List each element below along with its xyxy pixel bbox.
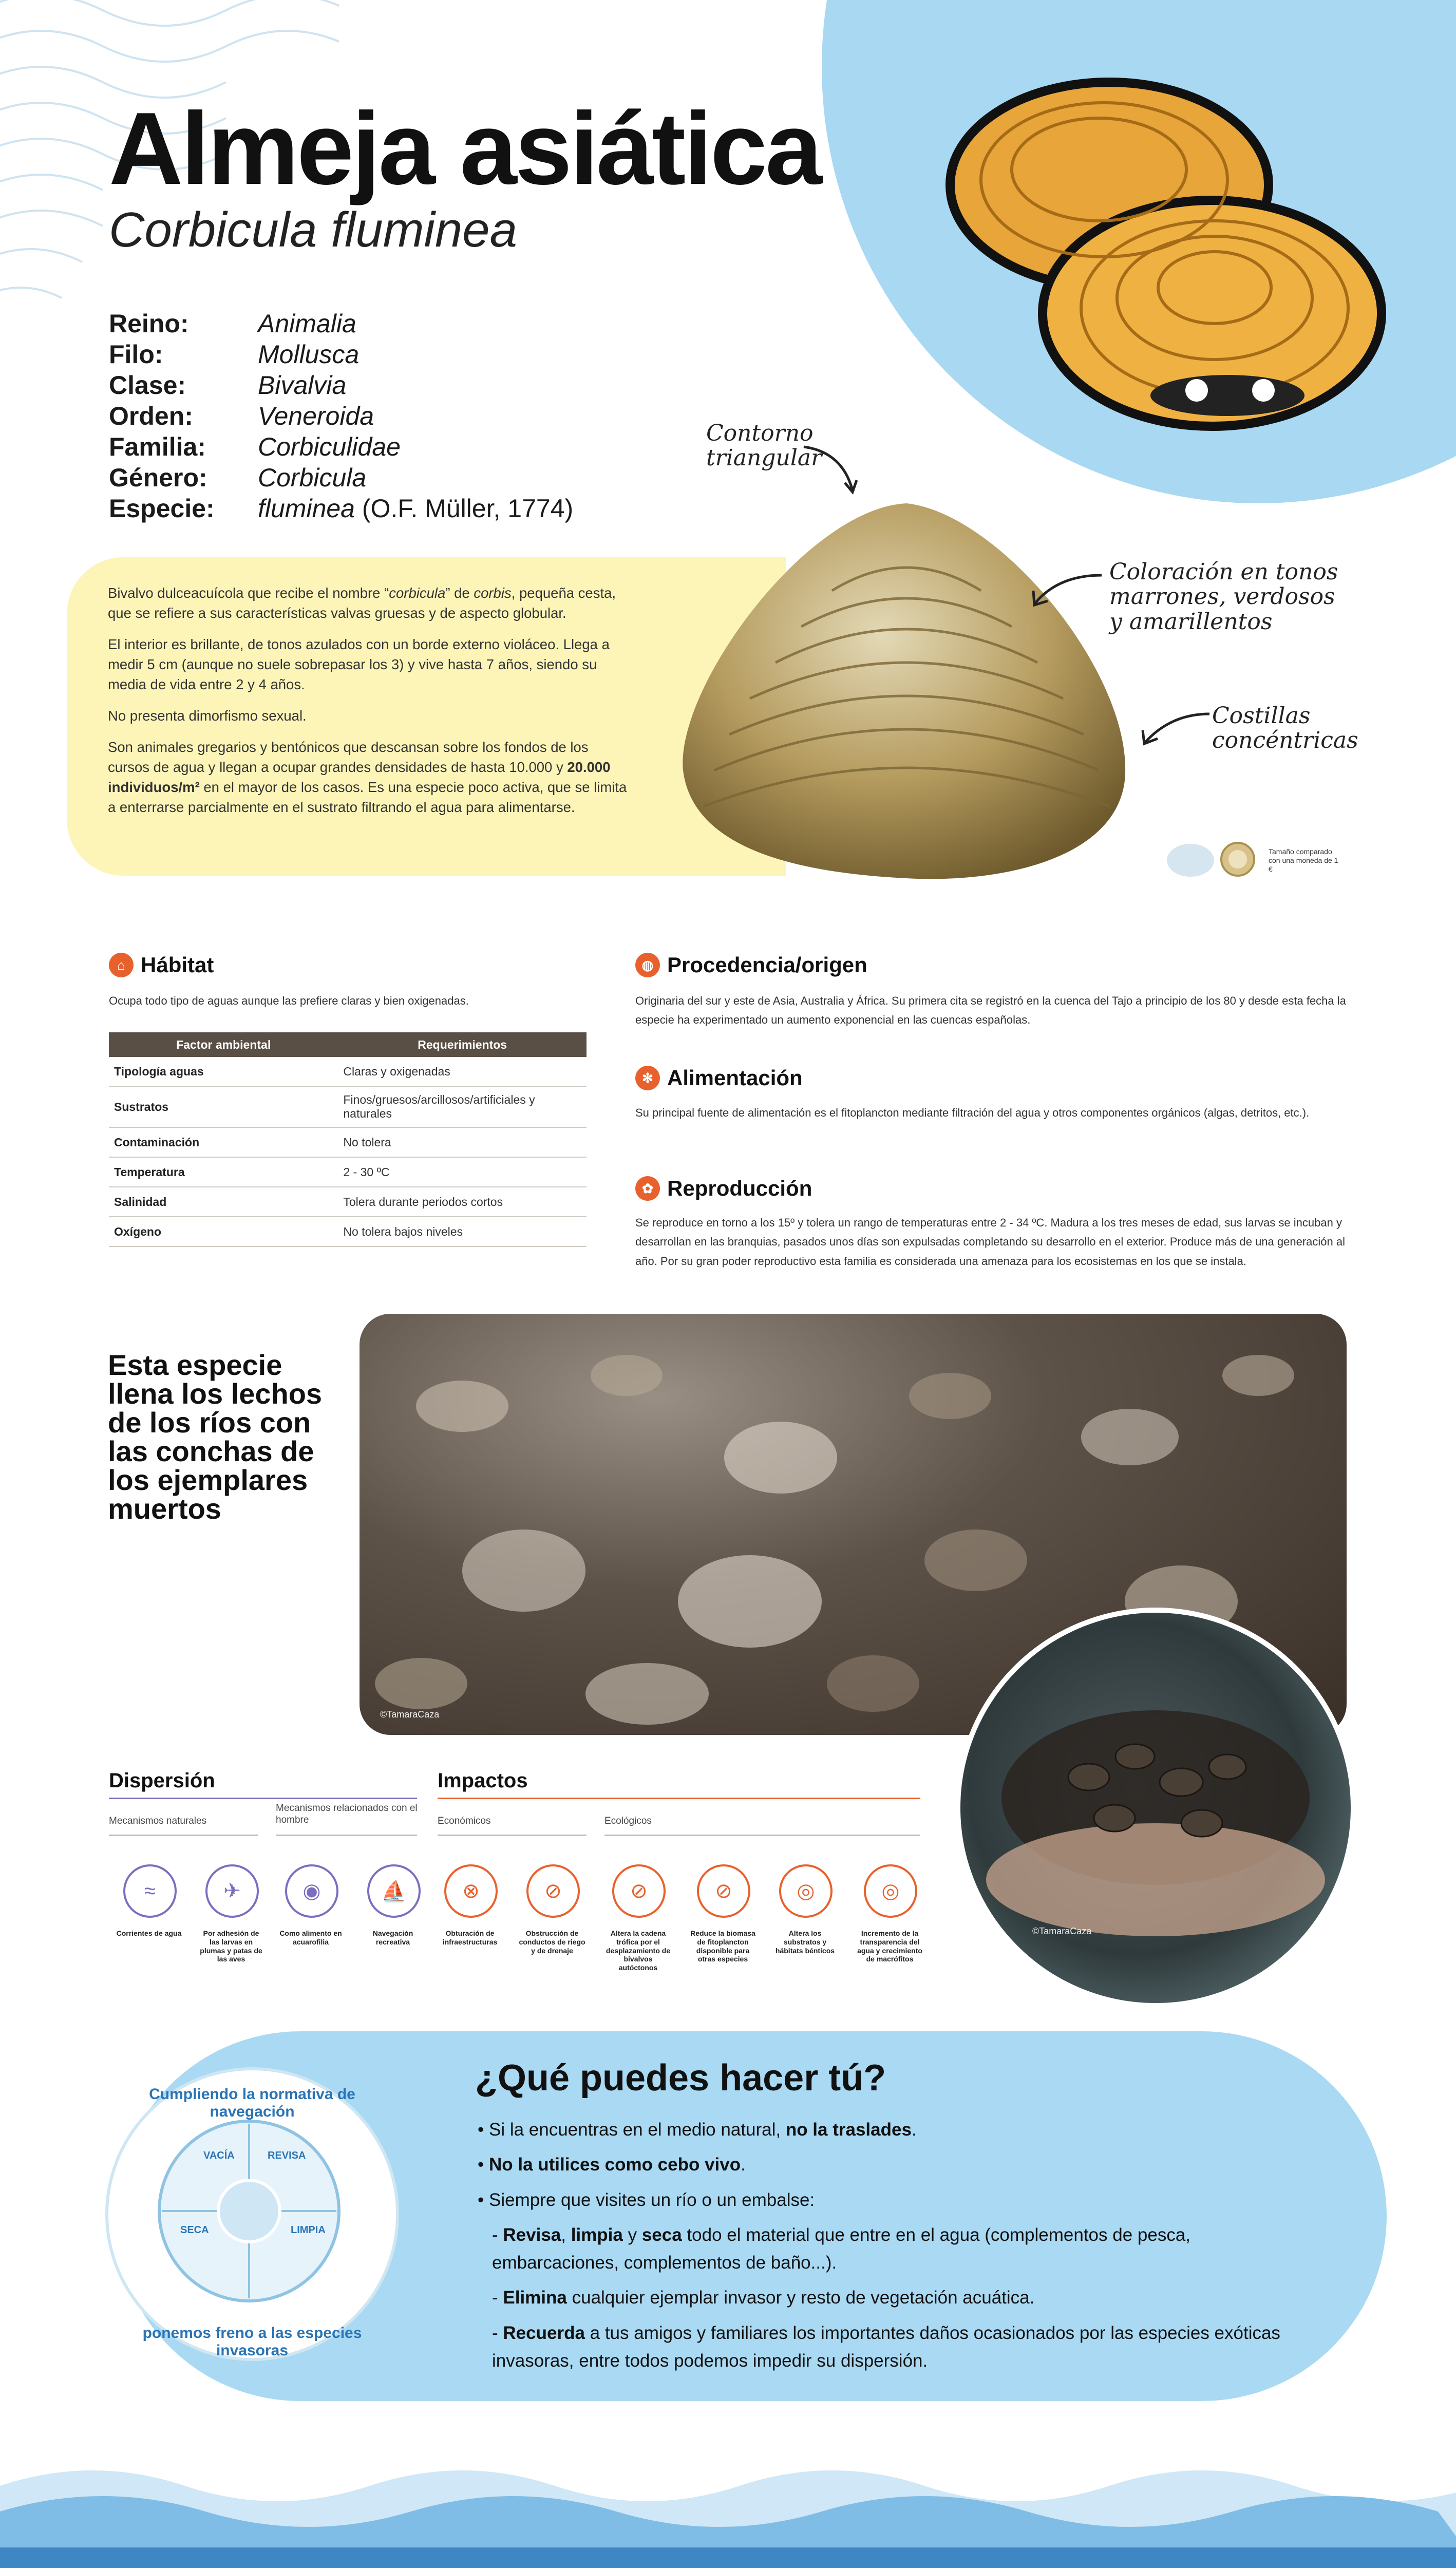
dispersion-item: ◉ Como alimento en acuarofilia xyxy=(277,1864,344,1947)
advice-subitem: - Elimina cualquier ejemplar invasor y resto de vegetación acuática. xyxy=(492,2288,1035,2308)
que-puedes-title: ¿Qué puedes hacer tú? xyxy=(475,2057,886,2099)
page-title: Almeja asiática xyxy=(109,91,821,206)
taxonomy-row-clase: Clase: Bivalvia xyxy=(109,371,347,400)
habitat-icon: ◎ xyxy=(779,1864,833,1918)
taxonomy-row-reino: Reino: Animalia xyxy=(109,309,356,338)
table-row: Sustratos Finos/gruesos/arcillosos/artificiales y naturales xyxy=(109,1086,587,1127)
dispersion-item: ✈ Por adhesión de las larvas en plumas y patas de las aves xyxy=(198,1864,264,1963)
description-p3: No presenta dimorfismo sexual. xyxy=(108,708,307,724)
taxonomy-row-genero: Género: Corbicula xyxy=(109,463,367,492)
description-p1: Bivalvo dulceacuícola que recibe el nombre “corbicula” de corbis, pequeña cesta, que se refiere a sus características valvas gruesas y de aspecto globular. xyxy=(108,585,616,621)
taxonomy-row-familia: Familia: Corbiculidae xyxy=(109,432,401,461)
water-current-icon: ≈ xyxy=(123,1864,177,1918)
food-icon: ✻ xyxy=(635,1066,660,1090)
irrigation-icon: ⊘ xyxy=(526,1864,580,1918)
annotation-costillas: Costillas concéntricas xyxy=(1212,703,1358,754)
impacto-item: ⊗ Obturación de infraestructuras xyxy=(437,1864,503,1947)
dispersion-col-human: Mecanismos relacionados con el hombre xyxy=(276,1803,418,1825)
procedencia-text: Originaria del sur y este de Asia, Australia y África. Su primera cita se registró en la cuenca del Tajo a principio de los 80 y desde esta fecha la especie ha experimentado un aumento exponencial en las cuencas españolas. xyxy=(635,994,1346,1027)
impactos-col-ecologicos: Ecológicos xyxy=(604,1816,652,1826)
table-row: Salinidad Tolera durante periodos cortos xyxy=(109,1187,587,1217)
reproduccion-heading: ✿ Reproducción xyxy=(635,1176,812,1201)
dispersion-heading: Dispersión xyxy=(109,1769,215,1792)
dispersion-col-natural: Mecanismos naturales xyxy=(109,1816,207,1826)
bird-icon: ✈ xyxy=(205,1864,259,1918)
table-row: Oxígeno No tolera bajos niveles xyxy=(109,1217,587,1247)
habitat-table-header: Factor ambiental Requerimientos xyxy=(109,1032,587,1057)
advice-subitem: - Revisa, limpia y seca todo el material que entre en el agua (complementos de pesca, embarcaciones, complementos de baño...). xyxy=(492,2224,1191,2273)
badge-step-seca: SECA xyxy=(180,2224,209,2236)
impactos-col2-rule xyxy=(604,1835,920,1836)
taxonomy-row-orden: Orden: Veneroida xyxy=(109,402,374,430)
alimentacion-heading: ✻ Alimentación xyxy=(635,1066,803,1090)
habitat-icon: ⌂ xyxy=(109,953,134,977)
advice-item: • No la utilices como cebo vivo. xyxy=(478,2155,746,2175)
impacto-item: ⊘ Obstrucción de conductos de riego y de drenaje xyxy=(519,1864,585,1955)
table-row: Contaminación No tolera xyxy=(109,1127,587,1157)
impacto-item: ◎ Incremento de la transparencia del agua y crecimiento de macrófitos xyxy=(855,1864,924,1963)
table-row: Tipología aguas Claras y oxigenadas xyxy=(109,1057,587,1086)
taxonomy-list xyxy=(109,308,573,524)
photo-phrase: Esta especie llena los lechos de los ríos con las conchas de los ejemplares muertos xyxy=(108,1349,323,1525)
badge-bottom-text: ponemos freno a las especies invasoras xyxy=(142,2325,362,2359)
taxonomy-row-especie: Especie: fluminea (O.F. Müller, 1774) xyxy=(109,494,574,523)
impactos-col-economicos: Económicos xyxy=(438,1816,491,1826)
reproduccion-text: Se reproduce en torno a los 15º y tolera un rango de temperaturas entre 2 - 34 ºC. Madura a los tres meses de edad, sus larvas se incuban y desarrollan en las branquias, pasados unos días son expulsadas completando su desarrollo en el exterior. Produce más de una generación al año. Por su gran poder reproductivo esta familia es considerada una amenaza para los ecosistemas en los que se instala. xyxy=(635,1216,1345,1268)
badge-top-text: Cumpliendo la normativa de navegación xyxy=(149,2086,355,2120)
aquarium-icon: ◉ xyxy=(285,1864,338,1918)
reproduction-icon: ✿ xyxy=(635,1176,660,1201)
impactos-rule xyxy=(438,1798,920,1799)
table-row: Temperatura 2 - 30 ºC xyxy=(109,1157,587,1187)
dispersion-col1-rule xyxy=(109,1835,258,1836)
advice-item: • Siempre que visites un río o un embalse: xyxy=(478,2189,815,2210)
annotation-arrow-coloracion xyxy=(1027,570,1104,611)
habitat-table xyxy=(109,1032,587,1247)
globe-icon: ◍ xyxy=(635,953,660,977)
habitat-heading: ⌂ Hábitat xyxy=(109,953,214,977)
footer xyxy=(0,2547,1456,2568)
annotation-arrow-costillas xyxy=(1135,709,1212,750)
impacto-item: ⊘ Altera la cadena trófica por el desplazamiento de bivalvos autóctonos xyxy=(603,1864,673,1972)
fish-icon: ⊘ xyxy=(612,1864,666,1918)
impacto-item: ⊘ Reduce la biomasa de fitoplancton disponible para otras especies xyxy=(688,1864,758,1963)
scientific-name: Corbicula fluminea xyxy=(109,202,518,257)
impacto-item: ◎ Altera los substratos y hábitats bénticos xyxy=(770,1864,840,1955)
advice-subitem: - Recuerda a tus amigos y familiares los importantes daños ocasionados por las especies exóticas invasoras, entre todos podemos impedir su dispersión. xyxy=(492,2322,1280,2371)
alimentacion-text: Su principal fuente de alimentación es el fitoplancton mediante filtración del agua y otros componentes orgánicos (algas, detritos, etc.). xyxy=(635,1106,1310,1119)
description-p4: Son animales gregarios y bentónicos que descansan sobre los fondos de los cursos de agua y llegan a ocupar grandes densidades de hasta 10.000 y 20.000 individuos/m² en el mayor de los casos. Es una especie poco activa, que se limita a enterrarse parcialmente en el sustrato filtrando el agua para alimentarse. xyxy=(108,739,627,816)
navigation-badge xyxy=(105,2067,399,2361)
water-quality-icon: ◎ xyxy=(864,1864,917,1918)
que-puedes-list xyxy=(478,2116,1320,2382)
habitat-text: Ocupa todo tipo de aguas aunque las prefiere claras y bien oxigenadas. xyxy=(109,994,469,1007)
clam-shell-photo xyxy=(673,493,1140,883)
hand-clams-texture xyxy=(960,1613,1351,2003)
dispersion-rule xyxy=(109,1798,417,1799)
coin-size-comparison xyxy=(1166,840,1263,881)
photo-credit-circle: ©TamaraCaza xyxy=(1032,1926,1092,1936)
cartoon-clam-illustration xyxy=(935,77,1387,447)
dispersion-item: ⛵ Navegación recreativa xyxy=(360,1864,426,1947)
pipes-icon: ⊗ xyxy=(444,1864,498,1918)
dispersion-item: ≈ Corrientes de agua xyxy=(116,1864,182,1938)
procedencia-heading: ◍ Procedencia/origen xyxy=(635,953,867,977)
dispersion-col2-rule xyxy=(276,1835,417,1836)
description-text xyxy=(108,583,632,828)
plankton-icon: ⊘ xyxy=(697,1864,750,1918)
advice-item: • Si la encuentras en el medio natural, no la traslades. xyxy=(478,2120,917,2140)
description-p2: El interior es brillante, de tonos azulados con un borde externo violáceo. Llega a medir 5 cm (aunque no suele sobrepasar los 3) y vive hasta 7 años, siendo su media de vida entre 2 y 4 años. xyxy=(108,636,610,693)
annotation-coloracion: Coloración en tonos marrones, verdosos y amarillentos xyxy=(1109,559,1338,635)
badge-step-revisa: REVISA xyxy=(268,2150,306,2161)
taxonomy-row-filo: Filo: Mollusca xyxy=(109,340,360,369)
badge-step-limpia: LIMPIA xyxy=(291,2224,326,2236)
coin-caption: Tamaño comparado con una moneda de 1 € xyxy=(1269,847,1338,873)
hand-holding-clams-photo xyxy=(955,1608,1356,2008)
impactos-heading: Impactos xyxy=(438,1769,528,1792)
annotation-contorno: Contorno triangular xyxy=(706,420,822,471)
photo-credit-main: ©TamaraCaza xyxy=(380,1709,440,1720)
badge-step-vacia: VACÍA xyxy=(203,2150,235,2161)
impactos-col1-rule xyxy=(438,1835,587,1836)
boat-icon: ⛵ xyxy=(367,1864,421,1918)
annotation-arrow-contorno xyxy=(801,442,863,498)
